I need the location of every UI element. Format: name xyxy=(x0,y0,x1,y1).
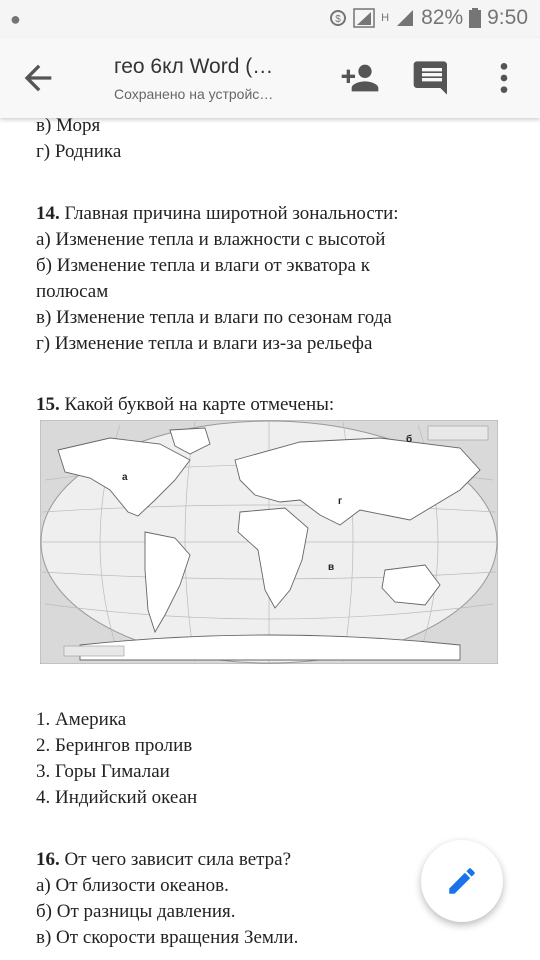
save-status: Сохранено на устройс… xyxy=(114,86,274,102)
map-label-a: а xyxy=(122,472,128,483)
comment-icon[interactable] xyxy=(412,58,452,98)
q15-answer-4: 4. Индийский океан xyxy=(36,787,198,808)
q16-option-b: б) От разницы давления. xyxy=(36,901,236,922)
world-map xyxy=(40,420,498,664)
question-text: Главная причина широтной зональности: xyxy=(59,203,399,224)
document-title: гео 6кл Word (… xyxy=(114,55,274,78)
q15-answer-1: 1. Америка xyxy=(36,709,127,730)
battery-icon xyxy=(469,8,481,28)
question-15 xyxy=(36,393,334,417)
q14-option-g: г) Изменение тепла и влаги из-за рельефа xyxy=(36,333,373,354)
add-person-icon[interactable] xyxy=(340,58,380,98)
data-saver-icon xyxy=(329,9,347,27)
q16-option-v: в) От скорости вращения Земли. xyxy=(36,927,299,948)
question-number: 16. xyxy=(36,849,60,870)
prev-option-g: г) Родника xyxy=(36,141,122,162)
question-text: Какой буквой на карте отмечены: xyxy=(59,394,335,415)
back-arrow-icon[interactable] xyxy=(18,58,58,98)
map-label-g: г xyxy=(338,496,343,507)
pencil-icon xyxy=(445,864,479,898)
q14-option-b-cont: полюсам xyxy=(36,281,109,302)
network-type-label: H xyxy=(381,12,390,24)
clock: 9:50 xyxy=(487,6,528,29)
question-number: 15. xyxy=(36,394,60,415)
question-16 xyxy=(36,848,291,872)
status-bar xyxy=(0,0,540,38)
status-icons xyxy=(329,6,528,30)
map-label-b: б xyxy=(406,434,413,445)
battery-percent: 82% xyxy=(421,6,464,29)
document-body xyxy=(0,118,540,960)
signal-sim1-icon xyxy=(353,8,375,28)
app-bar xyxy=(0,38,540,118)
map-label-v: в xyxy=(328,562,335,573)
edit-fab-button[interactable] xyxy=(421,840,503,922)
q14-option-v: в) Изменение тепла и влаги по сезонам года xyxy=(36,307,392,328)
prev-option-v: в) Моря xyxy=(36,118,101,136)
question-number: 14. xyxy=(36,203,60,224)
svg-text:$: $ xyxy=(335,14,341,25)
q15-answer-3: 3. Горы Гималаи xyxy=(36,761,170,782)
q15-answer-2: 2. Берингов пролив xyxy=(36,735,193,756)
sync-icon: ● xyxy=(10,9,21,29)
signal-sim2-icon xyxy=(395,8,415,28)
q16-option-a: а) От близости океанов. xyxy=(36,875,229,896)
q14-option-a: а) Изменение тепла и влажности с высотой xyxy=(36,229,386,250)
question-text: От чего зависит сила ветра? xyxy=(59,849,292,870)
more-options-icon[interactable] xyxy=(484,58,524,98)
question-14 xyxy=(36,202,399,226)
q14-option-b: б) Изменение тепла и влаги от экватора к xyxy=(36,255,370,276)
